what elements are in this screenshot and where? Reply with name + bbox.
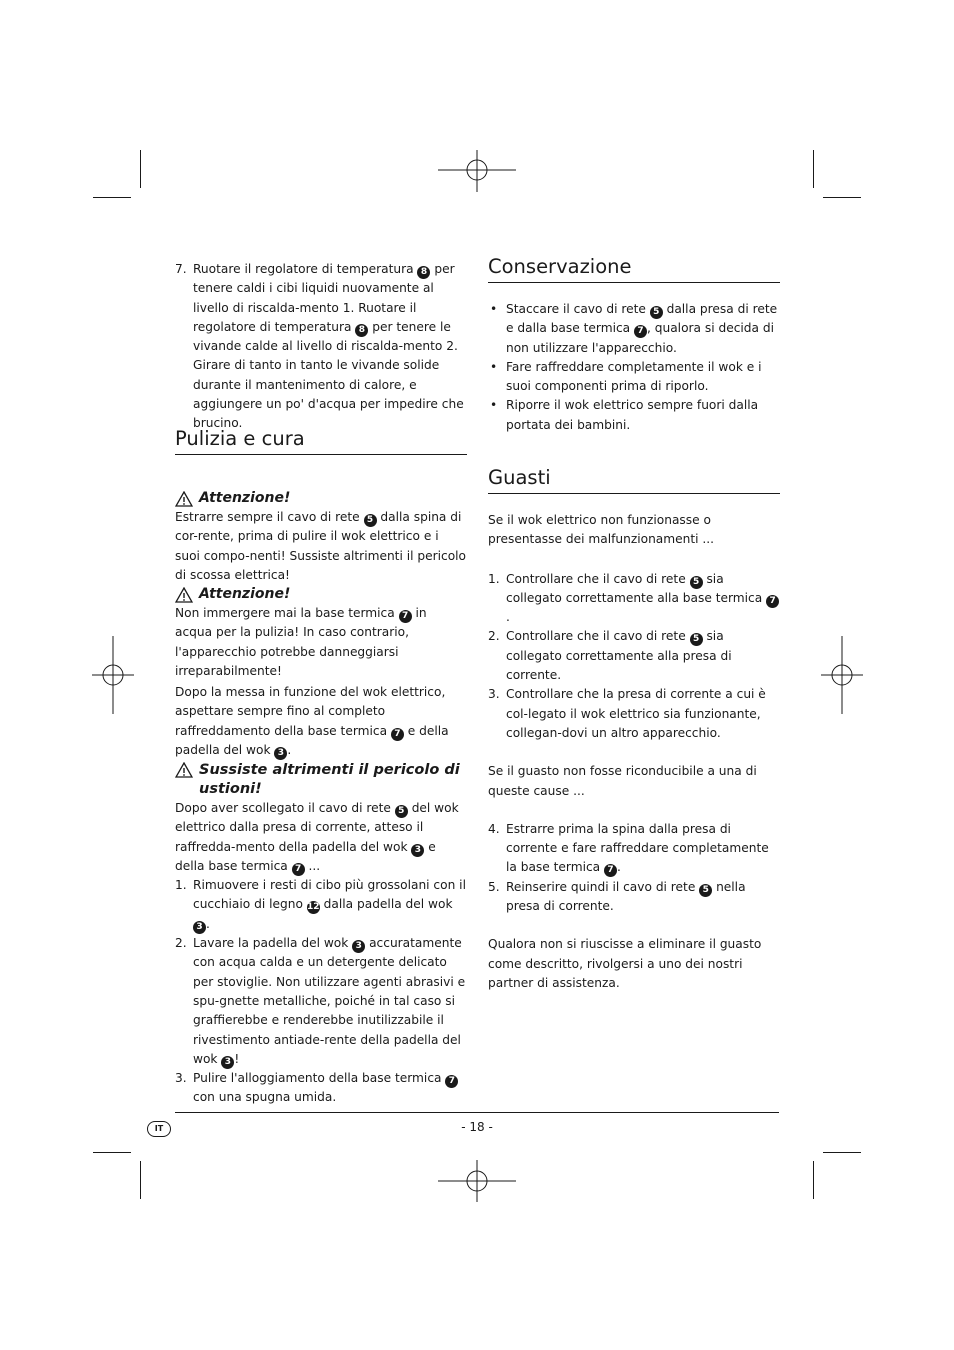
crop-mark: [140, 1161, 141, 1199]
list-item: • Riporre il wok elettrico sempre fuori dalla portata dei bambini.: [490, 398, 759, 432]
left-column: [175, 260, 467, 434]
checks-list: [488, 570, 780, 744]
section-title: Pulizia e cura: [175, 426, 467, 455]
reference-number: 3: [411, 844, 424, 857]
reference-number: 7: [604, 864, 617, 877]
after-use-paragraph: Dopo la messa in funzione del wok elettrico, aspettare sempre fino al completo raffreddamento della base termica 7 e della padella del wok 3 . Sussiste altrimenti il pericolo di ustioni!: [175, 683, 467, 799]
reference-number: 3: [352, 940, 365, 953]
faults-section: [488, 465, 780, 993]
registration-mark: [821, 636, 863, 714]
bullet: •: [490, 398, 498, 413]
crop-mark: [823, 1152, 861, 1153]
reference-number: 8: [417, 266, 430, 279]
faults-middle: Se il guasto non fosse riconducibile a una di queste cause ...: [488, 764, 757, 798]
page-number: - 18 -: [461, 1120, 493, 1134]
warning-icon: [175, 587, 193, 603]
footer-rule: [175, 1112, 779, 1113]
reference-number: 5: [650, 306, 663, 319]
list-item: 2. Controllare che il cavo di rete 5 sia collegato correttamente alla presa di corrente.: [488, 629, 732, 683]
bullet: •: [490, 359, 498, 374]
crop-mark: [823, 197, 861, 198]
reference-number: 7: [766, 595, 779, 608]
checks-list-continued: [488, 820, 780, 916]
list-item: 3. Controllare che la presa di corrente a cui è col-legato il wok elettrico sia funzionante, collegan-dovi un altro apparecchio.: [488, 687, 766, 740]
crop-mark: [813, 150, 814, 188]
storage-list: [488, 300, 780, 435]
reference-number: 3: [193, 921, 206, 934]
reference-number: 5: [395, 805, 408, 818]
warning-box: [175, 585, 467, 681]
reference-number: 7: [399, 610, 412, 623]
crop-mark: [93, 197, 131, 198]
step-list-continued: [175, 260, 467, 434]
reference-number: 12: [307, 902, 320, 913]
registration-mark: [438, 150, 516, 192]
warning-text: Non immergere mai la base termica 7 in acqua per la pulizia! In caso contrario, l'apparecchio potrebbe danneggiarsi irreparabilmente!: [175, 606, 427, 678]
reference-number: 8: [355, 324, 368, 337]
cleaning-step-list: [175, 876, 467, 1108]
reference-number: 3: [221, 1056, 234, 1069]
warning-icon: [175, 762, 193, 778]
list-item: • Staccare il cavo di rete 5 dalla presa di rete e dalla base termica 7 , qualora si decida di non utilizzare l'apparecchio.: [490, 302, 778, 355]
warning-icon: [175, 491, 193, 507]
section-title: Guasti: [488, 465, 780, 494]
reference-number: 7: [391, 728, 404, 741]
list-item: 4. Estrarre prima la spina dalla presa di corrente e fare raffreddare completamente la base termica 7 .: [488, 821, 769, 876]
list-item: 1. Rimuovere i resti di cibo più grossolani con il cucchiaio di legno 12 dalla padella del wok 3 .: [175, 878, 466, 932]
cleaning-section: [175, 426, 467, 455]
list-item: 2. Lavare la padella del wok 3 accuratamente con acqua calda e un detergente delicato per stoviglie. Non utilizzare agenti abrasivi e spu-gnette metalliche, poiché in tal caso si graffierebbe e renderebbe inutilizzabile il rivestimento antiade-rente della padella del wok 3 !: [175, 936, 466, 1067]
section-title: Conservazione: [488, 254, 780, 283]
list-item: 3. Pulire l'alloggiamento della base termica 7 con una spugna umida.: [175, 1069, 467, 1108]
faults-intro: Se il wok elettrico non funzionasse o presentasse dei malfunzionamenti ...: [488, 513, 715, 547]
warning-title: Attenzione!: [199, 490, 291, 506]
reference-number: 3: [274, 747, 287, 760]
reference-number: 5: [690, 633, 703, 646]
burn-warning: Sussiste altrimenti il pericolo di ustioni!: [199, 762, 460, 798]
storage-section: [488, 254, 780, 435]
reference-number: 7: [292, 863, 305, 876]
faults-end: Qualora non si riuscisse a eliminare il guasto come descritto, rivolgersi a uno dei nostri partner di assistenza.: [488, 937, 762, 990]
cleaning-intro: Dopo aver scollegato il cavo di rete 5 del wok elettrico dalla presa di corrente, atteso il raffredda-mento della padella del wok 3 e della base termica 7 ...: [175, 801, 459, 874]
warning-text: Estrarre sempre il cavo di rete 5 dalla spina di cor-rente, prima di pulire il wok elettrico e i suoi compo-nenti! Sussiste altrimenti il pericolo di scossa elettrica!: [175, 510, 466, 582]
reference-number: 5: [364, 514, 377, 527]
reference-number: 5: [690, 576, 703, 589]
registration-mark: [438, 1160, 516, 1202]
crop-mark: [93, 1152, 131, 1153]
reference-number: 7: [445, 1075, 458, 1088]
crop-mark: [813, 1161, 814, 1199]
cleaning-steps: [175, 799, 467, 1108]
list-item: 1. Controllare che il cavo di rete 5 sia collegato correttamente alla base termica 7.: [488, 570, 780, 628]
warning-box: [175, 489, 467, 585]
reference-number: 7: [634, 325, 647, 338]
list-item: 7. Ruotare il regolatore di temperatura 8 per tenere caldi i cibi liquidi nuovamente al livello di riscalda-mento 1. Ruotare il regolatore di temperatura 8 per tenere le vivande calde al livello di riscalda-mento 2. Girare di tanto in tanto le vivande solide durante il mantenimento di calore, e aggiungere un po' d'acqua per impedire che brucino.: [175, 262, 464, 431]
crop-mark: [140, 150, 141, 188]
warning-title: Attenzione!: [199, 586, 291, 602]
language-badge: IT: [147, 1121, 171, 1137]
list-item: 5. Reinserire quindi il cavo di rete 5 nella presa di corrente.: [488, 879, 746, 914]
list-item: • Fare raffreddare completamente il wok e i suoi componenti prima di riporlo.: [490, 359, 762, 394]
registration-mark: [92, 636, 134, 714]
bullet: •: [490, 302, 498, 316]
reference-number: 5: [699, 884, 712, 897]
